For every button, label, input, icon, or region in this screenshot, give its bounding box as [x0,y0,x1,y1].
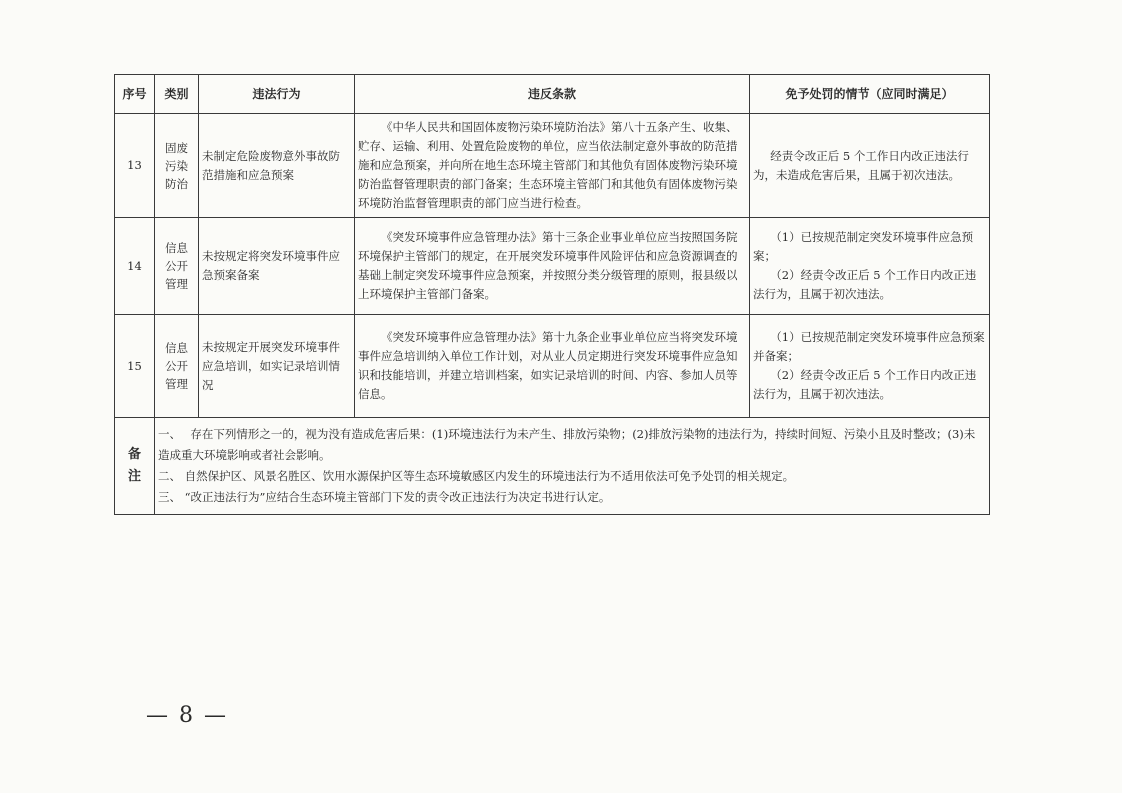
category-line: 公开 [165,359,188,373]
row-serial-no: 14 [115,218,155,315]
article-text: 《突发环境事件应急管理办法》第十九条企业事业单位应当将突发环境事件应急培训纳入单位工作计划，对从业人员定期进行突发环境事件应急知识和技能培训，并建立培训档案，如实记录培训的时间、内容、参加人员等信息。 [358,330,738,401]
header-exemption-conditions: 免予处罚的情节（应同时满足） [750,75,990,114]
table-header-row [115,75,990,114]
header-violated-article: 违反条款 [355,75,750,114]
row-violated-article [355,315,750,418]
table-row [115,315,990,418]
row-exemption [750,114,990,218]
exemption-item: （2）经责令改正后 5 个工作日内改正违法行为，且属于初次违法。 [753,268,977,301]
row-category [155,218,199,315]
notes-label-char: 备 [127,447,141,462]
notes-label-char: 注 [127,469,141,484]
notes-row [115,418,990,515]
category-line: 管理 [165,377,188,391]
article-text: 《中华人民共和国固体废物污染环境防治法》第八十五条产生、收集、贮存、运输、利用、处置危险废物的单位，应当依法制定意外事故的防范措施和应急预案，并向所在地生态环境主管部门和其他负有固体废物污染环境防治监督管理职责的部门备案；生态环境主管部门和其他负有固体废物污染环境防治监督管理职责的部门应当进行检查。 [358,120,738,210]
row-violation: 未按规定将突发环境事件应急预案备案 [199,218,355,315]
note-item: 二、 自然保护区、风景名胜区、饮用水源保护区等生态环境敏感区内发生的环境违法行为不适用依法可免予处罚的相关规定。 [158,469,795,483]
table-row [115,218,990,315]
row-exemption [750,315,990,418]
category-line: 防治 [165,176,188,191]
header-violation: 违法行为 [199,75,355,114]
category-line: 污染 [165,158,188,173]
row-category [155,315,199,418]
category-line: 管理 [165,277,188,291]
note-item: 一、 存在下列情形之一的，视为没有造成危害后果：(1)环境违法行为未产生、排放污染物；(2)排放污染物的违法行为，持续时间短、污染小且及时整改；(3)未造成重大环境影响或者社会影响。 [158,427,976,462]
row-exemption [750,218,990,315]
exemption-item: （1）已按规范制定突发环境事件应急预案并备案； [753,330,985,363]
row-category [155,114,199,218]
header-serial-no: 序号 [115,75,155,114]
category-line: 固废 [165,140,188,155]
row-serial-no: 15 [115,315,155,418]
exemption-item: （2）经责令改正后 5 个工作日内改正违法行为，且属于初次违法。 [753,368,977,401]
row-violated-article [355,114,750,218]
note-item: 三、 “改正违法行为”应结合生态环境主管部门下发的责令改正违法行为决定书进行认定。 [158,490,611,504]
row-violation: 未按规定开展突发环境事件应急培训，如实记录培训情况 [199,315,355,418]
row-serial-no: 13 [115,114,155,218]
category-line: 信息 [165,341,188,355]
row-violation: 未制定危险废物意外事故防范措施和应急预案 [199,114,355,218]
article-text: 《突发环境事件应急管理办法》第十三条企业事业单位应当按照国务院环境保护主管部门的规定，在开展突发环境事件风险评估和应急资源调查的基础上制定突发环境事件应急预案，并按照分类分级管理的原则，报县级以上环境保护主管部门备案。 [358,230,738,301]
header-category: 类别 [155,75,199,114]
table-row [115,114,990,218]
page-number: — 8 — [146,703,228,728]
category-line: 信息 [165,241,188,255]
row-violated-article [355,218,750,315]
notes-body [155,418,990,515]
exemption-item: 经责令改正后 5 个工作日内改正违法行为，未造成危害后果，且属于初次违法。 [753,148,969,182]
notes-label [115,418,155,515]
exemption-item: （1）已按规范制定突发环境事件应急预案； [753,230,974,263]
penalty-exemption-table [114,74,990,515]
category-line: 公开 [165,259,188,273]
